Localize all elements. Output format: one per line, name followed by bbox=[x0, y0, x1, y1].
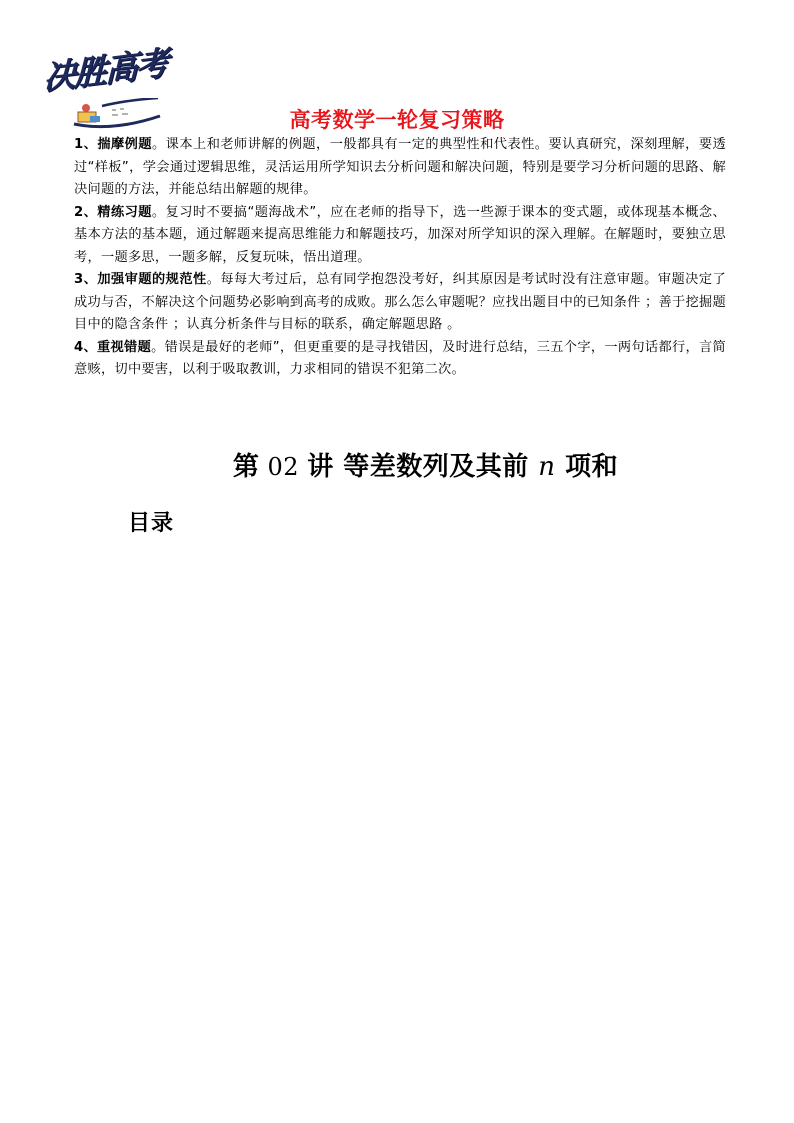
study-tips bbox=[74, 134, 726, 382]
tip-heading: 3、加强审题的规范性 bbox=[74, 272, 207, 287]
tip-heading: 1、揣摩例题 bbox=[74, 137, 153, 152]
lecture-variable: n bbox=[538, 452, 556, 482]
tip-item bbox=[74, 337, 726, 382]
tip-heading: 2、精练习题 bbox=[74, 204, 152, 220]
tip-item bbox=[74, 134, 726, 202]
tip-body: 。课本上和老师讲解的例题，一般都具有一定的典型性和代表性。要认真研究，深刻理解，要透过“样板”，学会通过逻辑思维，灵活运用所学知识去分析问题和解决问题，特别是要学习分析问题的思路、解决问题的方法，并能总结出解题的规律。 bbox=[74, 137, 726, 197]
logo-text: 决胜高考 bbox=[43, 42, 167, 98]
lecture-suffix: 项和 bbox=[555, 452, 619, 482]
tip-body: 。复习时不要搞“题海战术”，应在老师的指导下，选一些源于课本的变式题，或体现基本概念、基本方法的基本题，通过解题来提高思维能力和解题技巧，加深对所学知识的深入理解。在解题时，要独立思考，一题多思，一题多解，反复玩味，悟出道理。 bbox=[74, 204, 727, 265]
table-of-contents-heading: 目录 bbox=[128, 511, 175, 536]
tip-body: 。错误是最好的老师”，但更重要的是寻找错因，及时进行总结，三五个字，一两句话都行，言简意赅，切中要害，以利于吸取教训，力求相同的错误不犯第二次。 bbox=[74, 339, 726, 377]
lecture-number: 02 bbox=[259, 453, 308, 481]
lecture-middle: 讲 等差数列及其前 bbox=[307, 452, 539, 482]
tip-item bbox=[74, 269, 726, 337]
tip-body: 。每每大考过后，总有同学抱怨没考好，纠其原因是考试时没有注意审题。审题决定了成功与否，不解决这个问题势必影响到高考的成败。那么怎么审题呢？应找出题目中的已知条件 ；善于挖掘题目中的隐含条件 ；认真分析条件与目标的联系，确定解题思路 。 bbox=[74, 272, 726, 332]
lecture-title bbox=[0, 446, 794, 483]
strategy-title: 高考数学一轮复习策略 bbox=[289, 108, 505, 132]
lecture-prefix: 第 bbox=[232, 452, 260, 482]
tip-heading: 4、重视错题 bbox=[74, 339, 152, 355]
tip-item bbox=[74, 202, 726, 270]
